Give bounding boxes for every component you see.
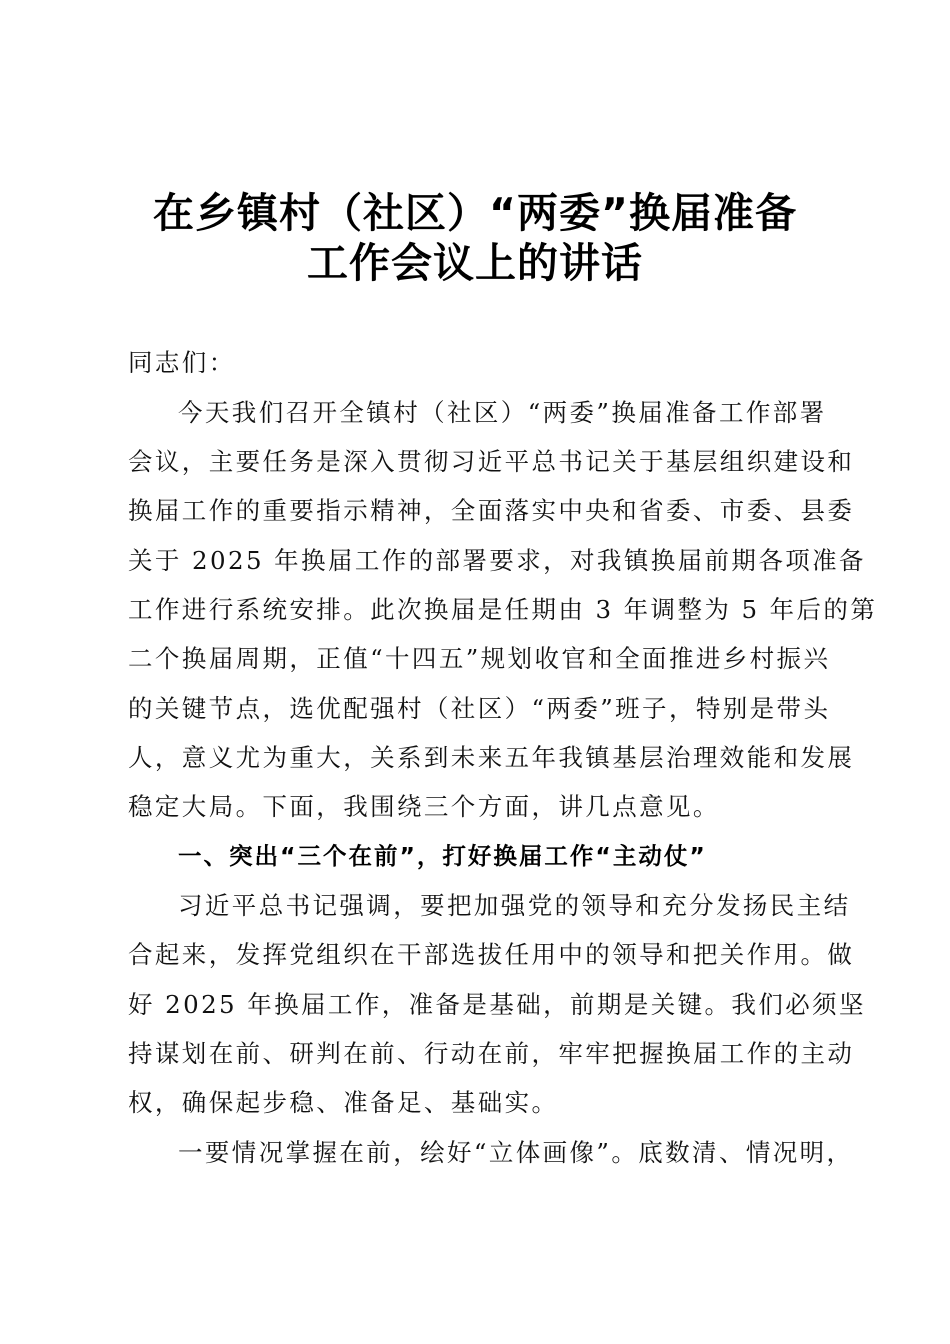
paragraph-1-line: 工作进行系统安排。此次换届是任期由 3 年调整为 5 年后的第 <box>128 595 878 624</box>
salutation: 同志们： <box>128 348 236 377</box>
paragraph-2-line: 持谋划在前、研判在前、行动在前，牢牢把握换届工作的主动 <box>128 1039 855 1068</box>
paragraph-2-line: 好 2025 年换届工作，准备是基础，前期是关键。我们必须坚 <box>128 990 866 1019</box>
paragraph-1-line: 的关键节点，选优配强村（社区）“两委”班子，特别是带头 <box>128 694 831 723</box>
paragraph-1-line: 人，意义尤为重大，关系到未来五年我镇基层治理效能和发展 <box>128 743 855 772</box>
document-title-line-1: 在乡镇村（社区）“两委”换届准备 <box>153 189 797 237</box>
paragraph-1-line: 二个换届周期，正值“十四五”规划收官和全面推进乡村振兴 <box>128 644 831 673</box>
paragraph-1-line: 换届工作的重要指示精神，全面落实中央和省委、市委、县委 <box>128 496 855 525</box>
document-title-line-2: 工作会议上的讲话 <box>307 239 643 287</box>
paragraph-2-line: 权，确保起步稳、准备足、基础实。 <box>128 1088 559 1117</box>
section-1-heading: 一、突出“三个在前”，打好换届工作“主动仗” <box>178 842 707 870</box>
paragraph-2-line: 合起来，发挥党组织在干部选拔任用中的领导和把关作用。做 <box>128 940 855 969</box>
paragraph-2-line: 习近平总书记强调，要把加强党的领导和充分发扬民主结 <box>178 891 851 920</box>
paragraph-1-line: 会议，主要任务是深入贯彻习近平总书记关于基层组织建设和 <box>128 447 855 476</box>
paragraph-1-line: 关于 2025 年换届工作的部署要求，对我镇换届前期各项准备 <box>128 546 866 575</box>
paragraph-3-line: 一要情况掌握在前，绘好“立体画像”。底数清、情况明， <box>178 1138 854 1167</box>
paragraph-1-line: 稳定大局。下面，我围绕三个方面，讲几点意见。 <box>128 792 720 821</box>
paragraph-1-line: 今天我们召开全镇村（社区）“两委”换届准备工作部署 <box>178 398 827 427</box>
